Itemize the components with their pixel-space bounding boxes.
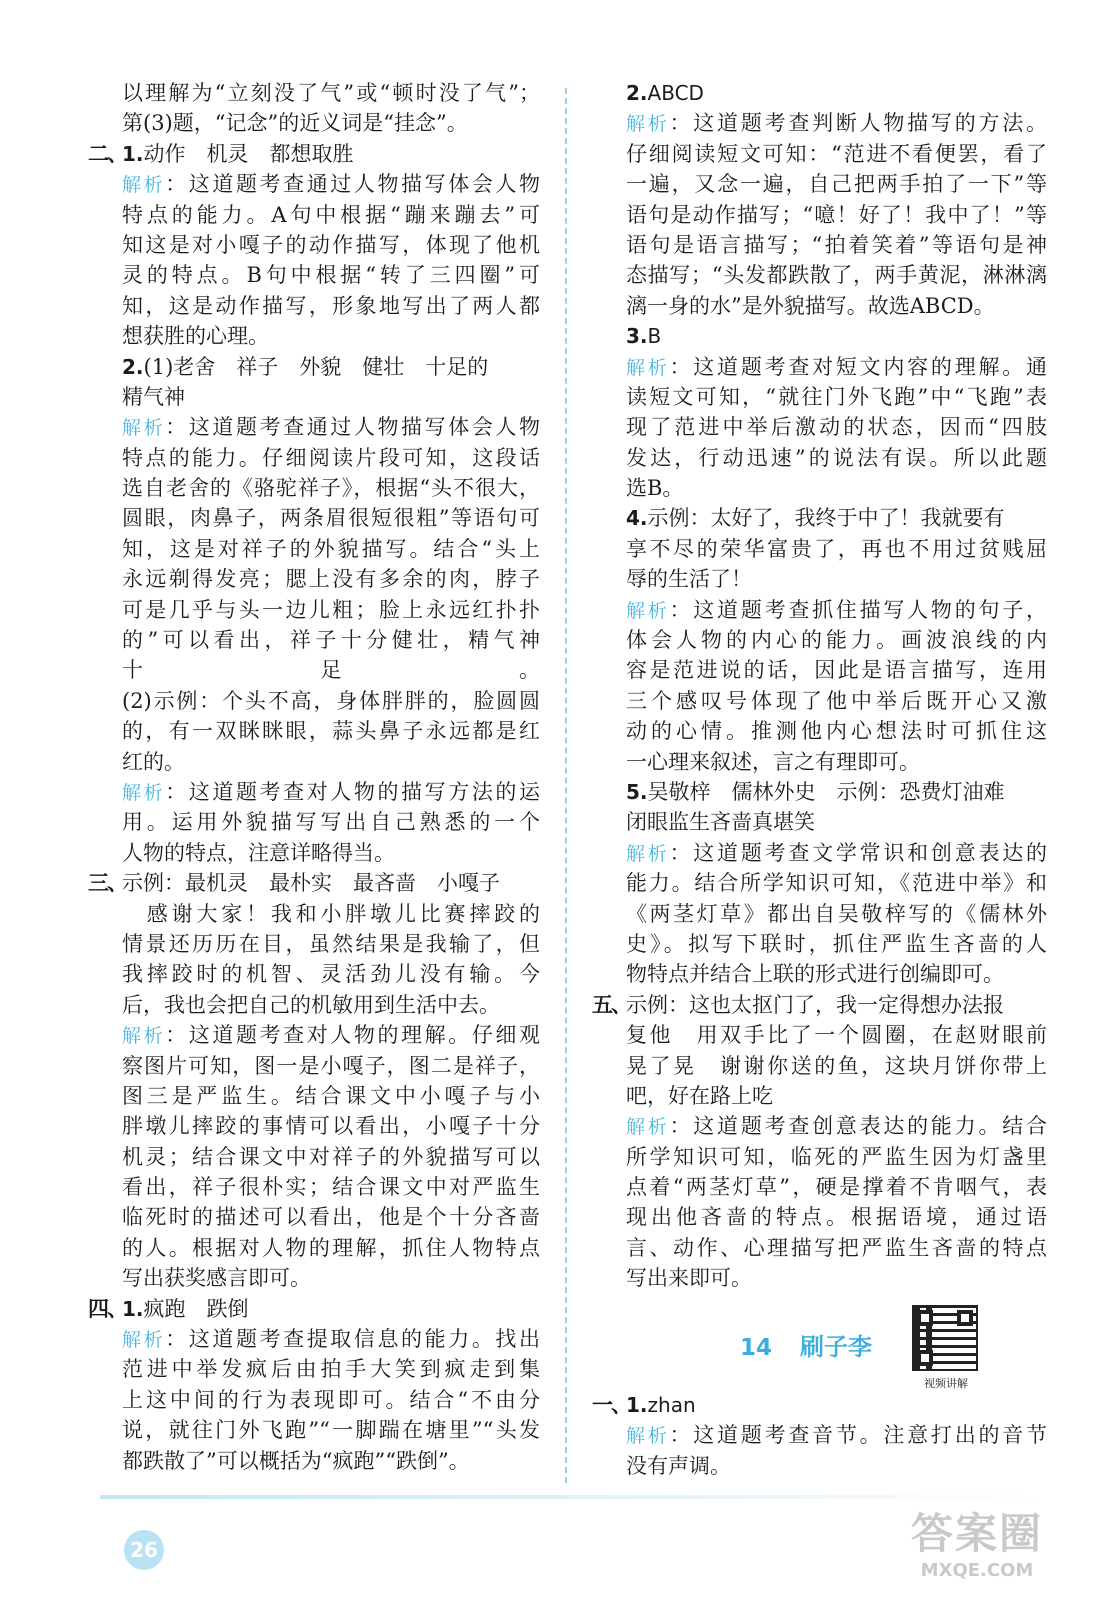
- text-line: [88, 1111, 540, 1141]
- analysis-tag: 解析: [122, 174, 166, 197]
- text-line: [88, 1172, 540, 1202]
- line-text: 享不尽的荣华富贵了，再也不用过贫贱屈: [626, 536, 1047, 561]
- text-line: [88, 747, 540, 777]
- qr-label: 视频讲解: [924, 1377, 968, 1390]
- text-line: [592, 108, 1047, 138]
- analysis-tag: 解析: [626, 599, 670, 622]
- text-line: [592, 1263, 1047, 1293]
- line-text: 机灵；结合课文中对祥子的外貌描写可以: [122, 1144, 540, 1169]
- right-column-after: [592, 1390, 1047, 1481]
- page-number: 26: [124, 1530, 164, 1570]
- section-number: 四、: [88, 1295, 126, 1321]
- column-divider: [565, 88, 567, 1483]
- text-line: [88, 1385, 540, 1415]
- text-line: [592, 1202, 1047, 1232]
- text-line: [592, 929, 1047, 959]
- line-text: 《两茎灯草》都出自吴敬梓写的《儒林外: [626, 901, 1047, 926]
- line-text: 我摔跤时的机智、灵活劲儿没有输。今: [122, 962, 540, 987]
- line-text: 语句是语言描写；“拍着笑着”等语句是神: [626, 232, 1047, 257]
- analysis-tag: 解析: [626, 356, 670, 379]
- lesson-number: 14: [740, 1335, 773, 1361]
- text-line: [592, 716, 1047, 746]
- line-text: ：这道题考查对人物的描写方法的运: [165, 779, 540, 804]
- text-line: [592, 777, 1047, 807]
- line-text: 示例：最机灵 最朴实 最吝啬 小嘎子: [122, 871, 500, 896]
- question-number: 4.: [626, 506, 648, 531]
- text-line: [88, 321, 540, 351]
- text-line: [592, 534, 1047, 564]
- line-text: ：这道题考查创意表达的能力。结合: [669, 1114, 1047, 1139]
- line-text: 疯跑 跌倒: [143, 1296, 249, 1321]
- text-line: [88, 716, 540, 746]
- analysis-tag: 解析: [122, 1329, 166, 1352]
- text-line: [88, 625, 540, 655]
- line-text: 一心理来叙述，言之有理即可。: [626, 749, 920, 774]
- text-line: [88, 838, 540, 868]
- text-line: [592, 291, 1047, 321]
- line-text: (1)老舍 祥子 外貌 健壮 十足的: [143, 354, 489, 379]
- text-line: [88, 1020, 540, 1050]
- text-line: [592, 443, 1047, 473]
- line-text: 容是范进说的话，因此是语言描写，连用: [626, 658, 1047, 683]
- line-text: 特点的能力。A句中根据“蹦来蹦去”可: [122, 202, 540, 227]
- text-line: [88, 291, 540, 321]
- line-text: 知这是对小嘎子的动作描写，体现了他机: [122, 232, 540, 257]
- line-text: 物特点并结合上联的形式进行创编即可。: [626, 962, 1004, 987]
- text-line: [592, 503, 1047, 533]
- line-text: 三个感叹号体现了他中举后既开心又激: [626, 688, 1047, 713]
- question-number: 3.: [626, 324, 648, 349]
- lesson-title: 刷子李: [800, 1333, 873, 1361]
- line-text: 能力。结合所学知识可知，《范进中举》和: [626, 871, 1047, 896]
- text-line: [592, 625, 1047, 655]
- line-text: (2)示例：个头不高，身体胖胖的，脸圆圆: [122, 688, 540, 713]
- line-text: 说，就往门外飞跑”“一脚踹在塘里”“头发: [122, 1418, 540, 1443]
- text-line: [88, 230, 540, 260]
- line-text: 发达，行动迅速”的说法有误。所以此题: [626, 445, 1047, 470]
- line-text: 吧，好在路上吃: [626, 1083, 773, 1108]
- line-text: 吴敬梓 儒林外史 示例：恐费灯油难: [647, 779, 1005, 804]
- text-line: [592, 200, 1047, 230]
- text-line: [88, 1051, 540, 1081]
- text-line: [88, 1354, 540, 1384]
- question-number: 1.: [626, 1393, 648, 1417]
- text-line: [592, 959, 1047, 989]
- line-text: 知，这是对祥子的外貌描写。结合“头上: [122, 536, 540, 561]
- text-line: [592, 260, 1047, 290]
- line-text: 红的。: [122, 749, 185, 774]
- line-text: 一遍，又念一遍，自己把两手拍了一下”等: [626, 172, 1047, 197]
- footer-bar: [100, 1495, 1050, 1499]
- line-text: 胖墩儿摔跤的事情可以看出，小嘎子十分: [122, 1114, 540, 1139]
- text-line: [88, 1263, 540, 1293]
- text-line: [88, 990, 540, 1020]
- line-text: 晃了晃 谢谢你送的鱼，这块月饼你带上: [626, 1053, 1047, 1078]
- text-line: [88, 1081, 540, 1111]
- text-line: [592, 1172, 1047, 1202]
- text-line: [592, 899, 1047, 929]
- analysis-tag: 解析: [122, 1025, 166, 1048]
- text-line: [88, 1446, 540, 1476]
- line-text: 后，我也会把自己的机敏用到生活中去。: [122, 992, 500, 1017]
- line-text: 都跌散了”可以概括为“疯跑”“跌倒”。: [122, 1448, 470, 1473]
- analysis-tag: 解析: [122, 781, 166, 804]
- text-line: [88, 777, 540, 807]
- text-line: [592, 1081, 1047, 1111]
- section-number: 二、: [88, 140, 126, 166]
- text-line: [88, 1142, 540, 1172]
- line-text: 的”可以看出，祥子十分健壮，精气神: [122, 628, 540, 653]
- text-line: [592, 139, 1047, 169]
- qr-code-icon[interactable]: [912, 1305, 978, 1371]
- section-number: 五、: [592, 991, 630, 1017]
- line-text: 闭眼监生吝啬真堪笑: [626, 810, 815, 835]
- line-text: ：这道题考查抓住描写人物的句子，: [669, 597, 1047, 622]
- line-text: 精气神: [122, 384, 185, 409]
- line-text: 写出来即可。: [626, 1266, 752, 1291]
- text-line: [592, 1051, 1047, 1081]
- text-line: [88, 443, 540, 473]
- text-line: [88, 260, 540, 290]
- text-line: [88, 382, 540, 412]
- line-text: 动的心情。推测他内心想法时可抓住这: [626, 719, 1047, 744]
- question-number: 1.: [122, 1296, 144, 1321]
- text-line: [592, 838, 1047, 868]
- line-text: 史》。拟写下联时，抓住严监生吝啬的人: [626, 931, 1047, 956]
- lesson-badge: [740, 1322, 872, 1372]
- text-line: [88, 412, 540, 442]
- line-text: 现了范进中举后激动的状态，因而“四肢: [626, 415, 1047, 440]
- line-text: 十足。: [122, 658, 540, 683]
- text-line: [592, 169, 1047, 199]
- text-line: [592, 868, 1047, 898]
- analysis-tag: 解析: [626, 113, 670, 136]
- question-number: 2.: [122, 354, 144, 379]
- line-text: 没有声调。: [626, 1453, 731, 1478]
- text-line: [592, 352, 1047, 382]
- text-line: [88, 959, 540, 989]
- text-line: [592, 1451, 1047, 1481]
- line-text: ：这道题考查提取信息的能力。找出: [165, 1327, 540, 1352]
- text-line: [88, 1202, 540, 1232]
- line-text: 体会人物的内心的能力。画波浪线的内: [626, 628, 1047, 653]
- line-text: zhan: [647, 1393, 696, 1417]
- text-line: [88, 78, 540, 108]
- line-text: 察图片可知，图一是小嘎子，图二是祥子，: [122, 1053, 540, 1078]
- text-line: [88, 473, 540, 503]
- text-line: [592, 382, 1047, 412]
- line-text: 写出获奖感言即可。: [122, 1266, 311, 1291]
- line-text: 选B。: [626, 476, 684, 501]
- text-line: [88, 1233, 540, 1263]
- text-line: [592, 230, 1047, 260]
- line-text: 看出，祥子很朴实；结合课文中对严监生: [122, 1175, 540, 1200]
- line-text: 的人。根据对人物的理解，抓住人物特点: [122, 1235, 540, 1260]
- section-number: 一、: [592, 1392, 630, 1417]
- watermark-url: MXQE.COM: [920, 1560, 1034, 1581]
- line-text: 图三是严监生。结合课文中小嘎子与小: [122, 1083, 540, 1108]
- text-line: [88, 899, 540, 929]
- line-text: 人物的特点，注意详略得当。: [122, 840, 395, 865]
- text-line: [592, 1420, 1047, 1450]
- line-text: 知，这是动作描写，形象地写出了两人都: [122, 293, 540, 318]
- line-text: 言、动作、心理描写把严监生吝啬的特点: [626, 1235, 1047, 1260]
- line-text: 选自老舍的《骆驼祥子》，根据“头不很大，: [122, 476, 540, 501]
- line-text: B: [647, 324, 662, 349]
- line-text: 点着“两茎灯草”，硬是撑着不肯咽气，表: [626, 1175, 1047, 1200]
- text-line: [88, 686, 540, 716]
- section-number: 三、: [88, 870, 126, 896]
- text-line: [88, 1294, 540, 1324]
- text-line: [592, 1233, 1047, 1263]
- text-line: [592, 807, 1047, 837]
- text-line: [592, 595, 1047, 625]
- text-line: [592, 990, 1047, 1020]
- text-line: [88, 169, 540, 199]
- text-line: [88, 108, 540, 138]
- analysis-tag: 解析: [122, 417, 166, 440]
- text-line: [88, 503, 540, 533]
- line-text: 特点的能力。仔细阅读片段可知，这段话: [122, 445, 540, 470]
- text-line: [88, 1324, 540, 1354]
- line-text: ：这道题考查对短文内容的理解。通: [669, 354, 1047, 379]
- text-line: [592, 1142, 1047, 1172]
- line-text: 读短文可知，“就往门外飞跑”中“飞跑”表: [626, 384, 1047, 409]
- text-line: [88, 807, 540, 837]
- line-text: 复他 用双手比了一个圆圈，在赵财眼前: [626, 1023, 1047, 1048]
- left-column: [88, 78, 540, 1476]
- line-text: 的，有一双眯眯眼，蒜头鼻子永远都是红: [122, 719, 540, 744]
- text-line: [88, 595, 540, 625]
- line-text: ：这道题考查通过人物描写体会人物: [165, 415, 540, 440]
- line-text: 以理解为“立刻没了气”或“顿时没了气”；: [122, 81, 540, 105]
- line-text: ABCD: [647, 81, 704, 105]
- line-text: 情景还历历在目，虽然结果是我输了，但: [122, 931, 540, 956]
- line-text: 辱的生活了！: [626, 567, 752, 592]
- question-number: 5.: [626, 779, 648, 804]
- text-line: [88, 352, 540, 382]
- line-text: ：这道题考查音节。注意打出的音节: [669, 1423, 1047, 1448]
- text-line: [592, 1390, 1047, 1420]
- analysis-tag: 解析: [626, 1425, 670, 1448]
- line-text: ：这道题考查通过人物描写体会人物: [165, 172, 540, 197]
- text-line: [88, 655, 540, 685]
- line-text: 范进中举发疯后由拍手大笑到疯走到集: [122, 1357, 540, 1382]
- line-text: 感谢大家！我和小胖墩儿比赛摔跤的: [122, 901, 540, 926]
- line-text: 用。运用外貌描写写出自己熟悉的一个: [122, 810, 540, 835]
- right-column: [592, 78, 1047, 1294]
- text-line: [592, 1020, 1047, 1050]
- text-line: [592, 686, 1047, 716]
- text-line: [592, 655, 1047, 685]
- line-text: 永远剃得发亮；腮上没有多余的肉，脖子: [122, 567, 540, 592]
- line-text: 想获胜的心理。: [122, 324, 269, 349]
- analysis-tag: 解析: [626, 842, 670, 865]
- text-line: [592, 747, 1047, 777]
- line-text: 第(3)题，“记念”的近义词是“挂念”。: [122, 111, 468, 136]
- analysis-tag: 解析: [626, 1116, 670, 1139]
- line-text: 示例：太好了，我终于中了！我就要有: [647, 506, 1005, 531]
- text-line: [592, 412, 1047, 442]
- line-text: 可是几乎与头一边儿粗；脸上永远红扑扑: [122, 597, 540, 622]
- question-number: 2.: [626, 81, 648, 105]
- line-text: 现出他吝啬的特点。根据语境，通过语: [626, 1205, 1047, 1230]
- text-line: [88, 868, 540, 898]
- text-line: [88, 534, 540, 564]
- line-text: 仔细阅读短文可知：“范进不看便罢，看了: [626, 141, 1047, 166]
- line-text: 态描写；“头发都跌散了，两手黄泥，淋淋漓: [626, 263, 1047, 288]
- line-text: 漓一身的水”是外貌描写。故选ABCD。: [626, 293, 995, 318]
- line-text: 圆眼，肉鼻子，两条眉很短很粗”等语句可: [122, 506, 540, 531]
- text-line: [592, 1111, 1047, 1141]
- line-text: 语句是动作描写；“噫！好了！我中了！”等: [626, 202, 1047, 227]
- watermark: [892, 1508, 1062, 1588]
- text-line: [592, 564, 1047, 594]
- text-line: [88, 200, 540, 230]
- question-number: 1.: [122, 141, 144, 166]
- text-line: [592, 473, 1047, 503]
- text-line: [88, 1415, 540, 1445]
- text-line: [592, 321, 1047, 351]
- line-text: 所学知识可知，临死的严监生因为灯盏里: [626, 1144, 1047, 1169]
- line-text: 动作 机灵 都想取胜: [143, 141, 354, 166]
- line-text: 临死时的描述可以看出，他是个十分吝啬: [122, 1205, 540, 1230]
- text-line: [592, 78, 1047, 108]
- line-text: ：这道题考查对人物的理解。仔细观: [165, 1023, 540, 1048]
- text-line: [88, 564, 540, 594]
- line-text: 示例：这也太抠门了，我一定得想办法报: [626, 992, 1004, 1017]
- line-text: ：这道题考查判断人物描写的方法。: [669, 111, 1047, 136]
- watermark-text: 答案圈: [910, 1509, 1043, 1558]
- line-text: 上这中间的行为表现即可。结合“不由分: [122, 1387, 540, 1412]
- text-line: [88, 929, 540, 959]
- line-text: 灵的特点。B句中根据“转了三四圈”可: [122, 263, 540, 288]
- line-text: ：这道题考查文学常识和创意表达的: [669, 840, 1047, 865]
- text-line: [88, 139, 540, 169]
